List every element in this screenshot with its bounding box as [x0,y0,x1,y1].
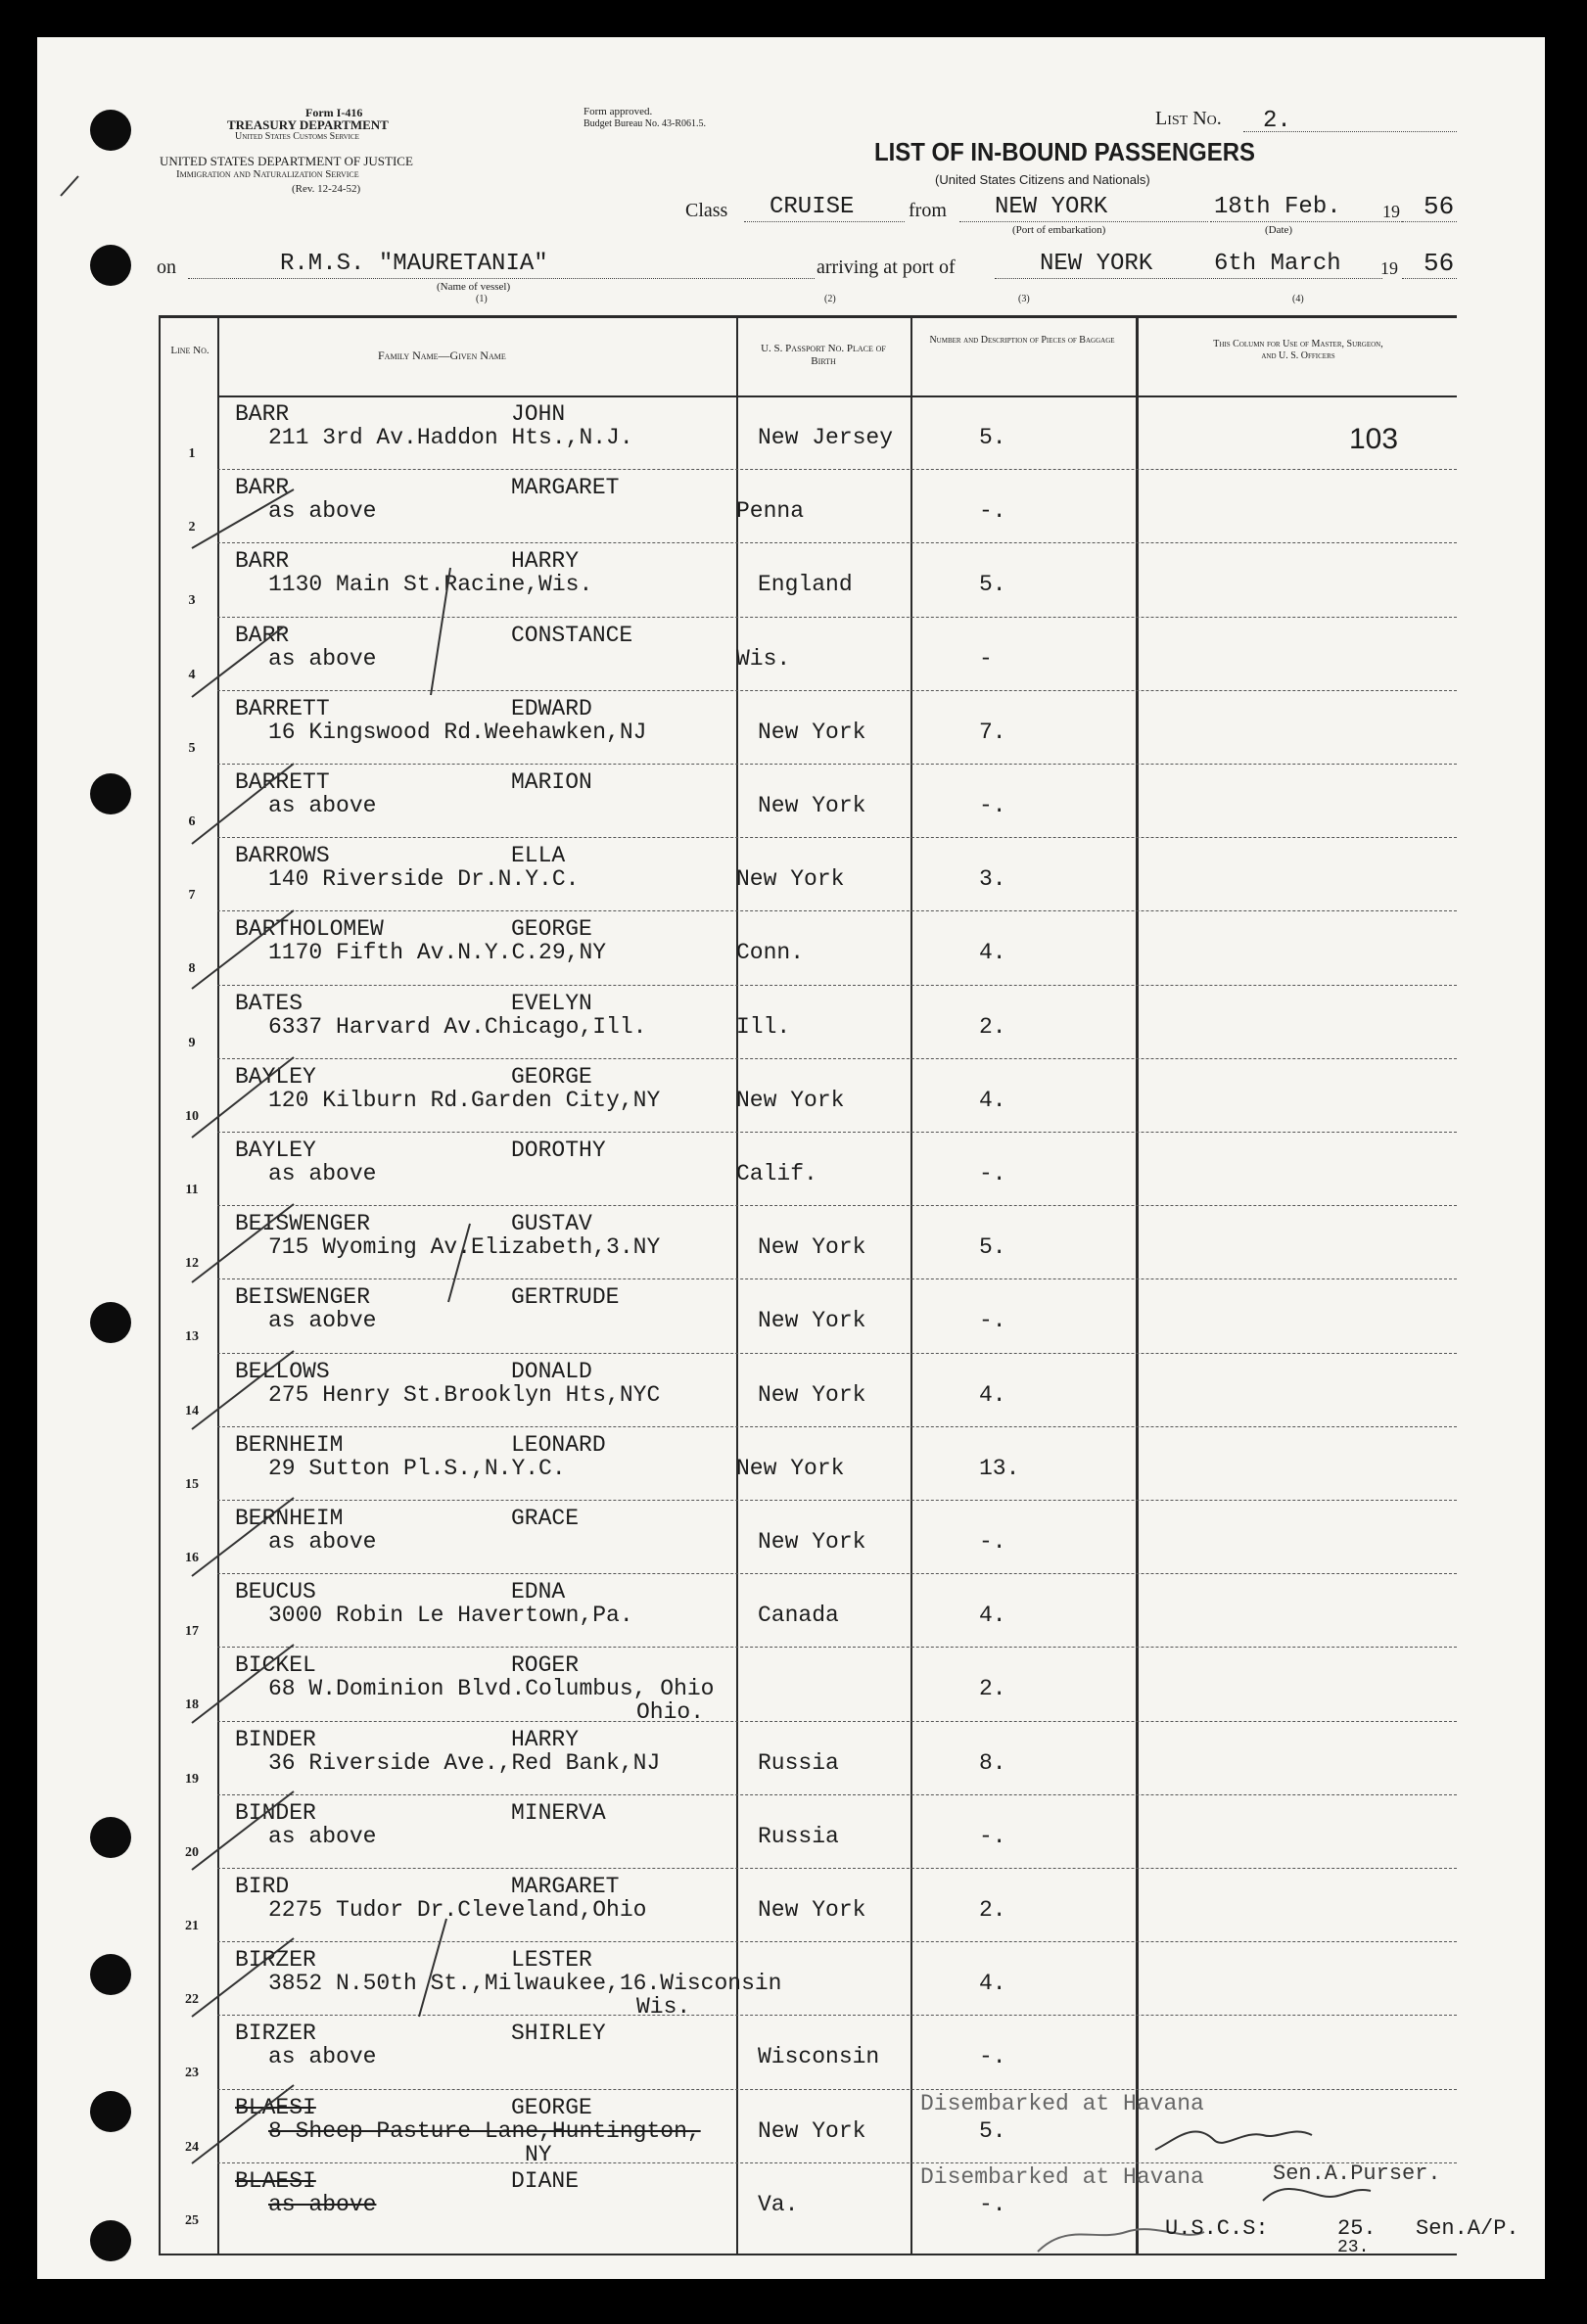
row-place-of-birth: Canada [758,1603,839,1629]
row-place-of-birth: New York [758,1308,866,1334]
row-address: 211 3rd Av.Haddon Hts.,N.J. [268,425,633,450]
page-subtitle: (United States Citizens and Nationals) [935,172,1150,187]
row-place-of-birth: New York [736,1455,845,1481]
row-line-number: 10 [185,1108,199,1124]
class-line [744,221,905,222]
row-family-name: BARR [235,401,290,427]
row-address-cont: Ohio. [636,1699,705,1726]
row-officer-note: Disembarked at Havana [920,2090,1204,2116]
table-col-divider [1136,315,1139,2254]
row-divider [217,690,1457,691]
list-no-value: 2. [1263,108,1291,134]
col-header-name: Family Name—Given Name [378,349,506,362]
row-line-number: 18 [185,1697,199,1713]
row-place-of-birth: Russia [758,1749,839,1776]
row-line-number: 19 [185,1771,199,1787]
row-given-name: SHIRLEY [511,2021,606,2047]
row-family-name: BERNHEIM [235,1431,344,1458]
row-divider [217,1941,1457,1942]
row-family-name: BINDER [235,1726,316,1752]
row-given-name: MARGARET [511,1874,620,1899]
table-col-divider [217,315,219,2254]
row-line-number: 5 [188,740,196,756]
row-address: 29 Sutton Pl.S.,N.Y.C. [268,1455,566,1481]
row-baggage: 5. [979,572,1006,598]
row-given-name: DOROTHY [511,1138,606,1163]
row-place-of-birth: New York [758,1897,866,1923]
table-col-divider [736,315,738,2254]
row-address: 1130 Main St.Racine,Wis. [268,572,593,598]
row-divider [217,1132,1457,1133]
row-line-number: 17 [185,1624,199,1640]
row-address: as above [268,645,377,672]
row-given-name: LESTER [511,1947,592,1974]
row-line-number: 3 [188,593,196,609]
row-line-number: 11 [185,1183,199,1197]
from-line [959,221,1208,222]
row-place-of-birth: Penna [736,498,805,525]
ins-label: Immigration and Naturalization Service [176,168,359,180]
row-baggage: -. [979,1529,1006,1555]
row-address: 68 W.Dominion Blvd.Columbus, Ohio [268,1676,715,1702]
revision-label: (Rev. 12-24-52) [292,183,361,195]
row-given-name: GUSTAV [511,1211,592,1237]
row-address: 3852 N.50th St.,Milwaukee,16.Wisconsin [268,1971,782,1997]
approved-label: Form approved. [583,106,653,117]
col-num-2: (2) [824,294,836,304]
row-family-name: BARRETT [235,769,330,795]
class-label: Class [685,200,728,221]
row-family-name: BIRZER [235,2021,316,2047]
row-baggage: 2. [979,1013,1006,1040]
row-divider [217,2162,1457,2163]
row-given-name: MARGARET [511,475,620,501]
row-divider [217,1647,1457,1648]
row-line-number: 2 [188,520,196,535]
row-baggage: 4. [979,1381,1006,1408]
row-line-number: 24 [185,2139,199,2155]
row-divider [217,1205,1457,1206]
row-divider [217,1794,1457,1795]
row-address: 6337 Harvard Av.Chicago,Ill. [268,1013,647,1040]
list-no-label: List No. [1155,108,1222,129]
row-divider [217,985,1457,986]
row-given-name: LEONARD [511,1431,606,1458]
row-family-name: BIRD [235,1874,290,1899]
table-left-border [159,315,161,2254]
row-family-name: BEUCUS [235,1579,316,1605]
from-caption: (Port of embarkation) [1012,224,1106,236]
row-address: 36 Riverside Ave.,Red Bank,NJ [268,1749,661,1776]
row-place-of-birth: New York [736,866,845,893]
row-family-name: BERNHEIM [235,1506,344,1531]
row-address: 2275 Tudor Dr.Cleveland,Ohio [268,1897,647,1923]
row-given-name: EDWARD [511,695,592,721]
row-divider [217,764,1457,765]
col-num-4: (4) [1292,294,1304,304]
row-baggage: -. [979,1161,1006,1186]
row-family-name: BARR [235,475,290,501]
vessel-line [188,278,815,279]
table-header-divider [217,395,1457,397]
page-title: LIST OF IN-BOUND PASSENGERS [874,137,1255,166]
row-place-of-birth: Calif. [736,1161,817,1186]
row-baggage: -. [979,1308,1006,1334]
row-baggage: -. [979,498,1006,525]
row-baggage: -. [979,1823,1006,1849]
date-value: 18th Feb. [1214,194,1341,220]
on-label: on [157,256,176,278]
row-family-name: BARROWS [235,843,330,869]
table-bottom-border [159,2254,1457,2255]
row-line-number: 13 [185,1329,199,1345]
col-header-baggage: Number and Description of Pieces of Baggage [929,335,1115,346]
customs-label: United States Customs Service [235,131,359,142]
row-divider [217,2089,1457,2090]
row-address: 3000 Robin Le Havertown,Pa. [268,1603,633,1629]
row-line-number: 15 [185,1476,199,1492]
row-place-of-birth: Russia [758,1823,839,1849]
punch-hole [90,1817,131,1858]
date-year-prefix: 19 [1382,202,1400,221]
row-address: 8 Sheep Pasture Lane,Huntington, [268,2117,701,2144]
row-baggage: 8. [979,1749,1006,1776]
row-divider [217,1573,1457,1574]
row-line-number: 4 [188,667,196,682]
row-family-name: BARTHOLOMEW [235,916,384,943]
row-baggage: 5. [979,1234,1006,1261]
row-place-of-birth: New Jersey [758,425,894,450]
col-header-passport: U. S. Passport No. Place of Birth [761,343,886,367]
row-officer-note: Disembarked at Havana [920,2163,1204,2190]
row-place-of-birth: New York [736,1087,845,1113]
table-top-border [159,315,1457,318]
row-family-name: BATES [235,990,303,1016]
arrival-port: NEW YORK [1040,251,1153,277]
row-given-name: DONALD [511,1358,592,1384]
row-given-name: MARION [511,769,592,795]
col-num-1: (1) [476,294,488,304]
row-given-name: HARRY [511,548,580,575]
row-given-name: ELLA [511,843,566,869]
row-given-name: HARRY [511,1726,580,1752]
row-family-name: BARR [235,622,290,648]
col-header-line: Line No. [170,345,210,356]
row-given-name: GEORGE [511,916,592,943]
row-place-of-birth: New York [758,1529,866,1555]
row-given-name: GERTRUDE [511,1284,620,1311]
row-line-number: 25 [185,2212,199,2228]
row-baggage: 4. [979,1971,1006,1997]
row-given-name: GRACE [511,1506,580,1531]
row-line-number: 16 [185,1551,199,1565]
row-line-number: 20 [185,1844,199,1860]
vessel-value: R.M.S. "MAURETANIA" [280,251,548,277]
row-divider [217,617,1457,618]
row-address: as above [268,1161,377,1186]
row-given-name: EDNA [511,1579,566,1605]
row-divider [217,1868,1457,1869]
budget-label: Budget Bureau No. 43-R061.5. [583,118,706,129]
row-baggage: -. [979,2044,1006,2070]
row-address: as aobve [268,1308,377,1334]
row-address: 715 Wyoming Av.Elizabeth,3.NY [268,1234,661,1261]
row-family-name: BELLOWS [235,1358,330,1384]
vessel-caption: (Name of vessel) [437,281,511,293]
row-baggage: 5. [979,425,1006,450]
row-line-number: 14 [185,1403,199,1418]
treasury-label: TREASURY DEPARTMENT [227,117,389,132]
row-address: as above [268,1529,377,1555]
row-line-number: 23 [185,2066,199,2081]
row-address: 275 Henry St.Brooklyn Hts,NYC [268,1381,661,1408]
row-place-of-birth: New York [758,719,866,745]
row-family-name: BEISWENGER [235,1284,371,1311]
row-address: 16 Kingswood Rd.Weehawken,NJ [268,719,647,745]
row-given-name: MINERVA [511,1799,606,1826]
row-divider [217,2015,1457,2016]
row-baggage: 4. [979,1087,1006,1113]
row-address: 120 Kilburn Rd.Garden City,NY [268,1087,661,1113]
row-address: as above [268,793,377,818]
row-family-name: BLAESI [235,2094,316,2120]
row-divider [217,1278,1457,1279]
arrival-year-prefix: 19 [1380,258,1398,278]
date-year: 56 [1424,192,1455,221]
uscs-value-1: 25. [1337,2216,1377,2241]
row-address: 140 Riverside Dr.N.Y.C. [268,866,580,893]
row-given-name: DIANE [511,2167,580,2194]
row-baggage: 2. [979,1676,1006,1702]
uscs-value-2: 23. [1337,2238,1370,2257]
row-baggage: 3. [979,866,1006,893]
arrival-date: 6th March [1214,251,1341,277]
row-given-name: ROGER [511,1652,580,1679]
date-year-line [1402,221,1457,222]
row-divider [217,1353,1457,1354]
row-line-number: 12 [185,1256,199,1272]
row-divider [217,1721,1457,1722]
row-family-name: BAYLEY [235,1063,316,1090]
row-place-of-birth: New York [758,1234,866,1261]
row-given-name: GEORGE [511,2094,592,2120]
row-line-number: 7 [188,888,196,904]
date-line [1210,221,1402,222]
row-family-name: BIRZER [235,1947,316,1974]
row-divider [217,469,1457,470]
row-family-name: BARR [235,548,290,575]
row-place-of-birth: Conn. [736,940,805,966]
row-place-of-birth: Ill. [736,1013,791,1040]
row-line-number: 22 [185,1992,199,2008]
punch-hole [90,1954,131,1995]
row-family-name: BEISWENGER [235,1211,371,1237]
class-value: CRUISE [770,194,855,220]
row-given-name: GEORGE [511,1063,592,1090]
row-address-cont: Wis. [636,1994,691,2021]
uscs-label: U.S.C.S: [1165,2216,1269,2241]
row-given-name: EVELYN [511,990,592,1016]
row-given-name: JOHN [511,401,566,427]
arrival-year: 56 [1424,249,1455,278]
row-address: as above [268,2191,377,2217]
row-divider [217,910,1457,911]
punch-hole [90,1302,131,1343]
row-line-number: 9 [188,1035,196,1050]
from-label: from [909,200,947,221]
col-num-3: (3) [1018,294,1030,304]
row-family-name: BICKEL [235,1652,316,1679]
row-address: as above [268,2044,377,2070]
row-address: as above [268,1823,377,1849]
table-col-divider [910,315,912,2254]
punch-hole [90,773,131,814]
arriving-label: arriving at port of [817,256,956,278]
row-baggage: 7. [979,719,1006,745]
row-baggage: 2. [979,1897,1006,1923]
row-family-name: BINDER [235,1799,316,1826]
row-line-number: 21 [185,1919,199,1933]
row-divider [217,1058,1457,1059]
row-place-of-birth: Wis. [736,645,791,672]
punch-hole [90,245,131,286]
justice-label: UNITED STATES DEPARTMENT OF JUSTICE [160,154,413,168]
row-line-number: 1 [188,446,196,461]
row-address-cont: NY [525,2141,552,2167]
row-baggage: 13. [979,1455,1020,1481]
row-baggage: 4. [979,940,1006,966]
row-place-of-birth: Wisconsin [758,2044,880,2070]
arrival-line [995,278,1382,279]
row-place-of-birth: Va. [758,2191,799,2217]
row-officer-note: 103 [1349,423,1399,455]
row-place-of-birth: New York [758,793,866,818]
form-number: Form I-416 [305,106,363,119]
row-line-number: 8 [188,961,196,977]
row-family-name: BLAESI [235,2167,316,2194]
row-family-name: BAYLEY [235,1138,316,1163]
from-value: NEW YORK [995,194,1108,220]
row-family-name: BARRETT [235,695,330,721]
row-given-name: CONSTANCE [511,622,633,648]
arrival-year-line [1402,278,1457,279]
row-place-of-birth: New York [758,2117,866,2144]
row-baggage: 5. [979,2117,1006,2144]
punch-hole [90,2220,131,2261]
row-divider [217,542,1457,543]
row-address: 1170 Fifth Av.N.Y.C.29,NY [268,940,607,966]
row-baggage: 4. [979,1603,1006,1629]
col-header-officers: This Column for Use of Master, Surgeon, and U. S. Officers [1213,339,1383,361]
row-baggage: -. [979,793,1006,818]
row-baggage: - [979,645,993,672]
row-divider [217,1426,1457,1427]
row-address: as above [268,498,377,525]
row-place-of-birth: England [758,572,853,598]
signature-caption-ap: Sen.A/P. [1416,2216,1519,2241]
signature-caption-purser: Sen.A.Purser. [1273,2161,1441,2186]
date-caption: (Date) [1265,224,1293,236]
punch-hole [90,110,131,151]
row-line-number: 6 [188,814,196,829]
row-divider [217,837,1457,838]
punch-hole [90,2091,131,2132]
row-place-of-birth: New York [758,1381,866,1408]
row-baggage: -. [979,2191,1006,2217]
row-divider [217,1500,1457,1501]
